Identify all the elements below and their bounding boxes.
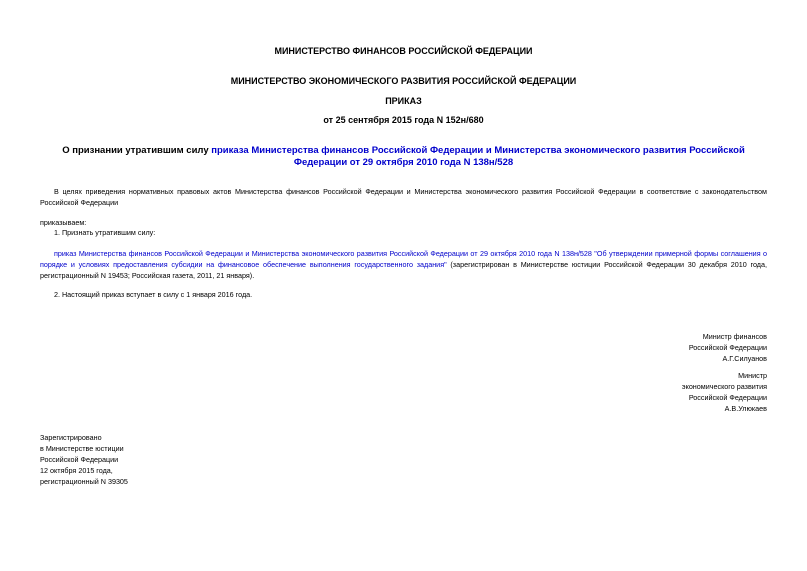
- registration-line: в Министерстве юстиции: [40, 444, 124, 453]
- signature-finance-line: Российской Федерации: [688, 343, 767, 352]
- signature-economy: [567, 370, 767, 414]
- signature-finance-line: Министр финансов: [702, 332, 767, 341]
- document-title: [40, 145, 767, 169]
- repealed-order-paragraph: [40, 248, 767, 281]
- signature-economy-name: А.В.Улюкаев: [724, 404, 767, 413]
- item-1: 1. Признать утратившим силу:: [54, 228, 156, 237]
- registration-line: Зарегистрировано: [40, 433, 102, 442]
- signature-economy-line: экономического развития: [681, 382, 767, 391]
- signature-economy-line: Российской Федерации: [688, 393, 767, 402]
- registration-block: [40, 432, 128, 487]
- registration-line: регистрационный N 39305: [40, 477, 128, 486]
- signature-finance-name: А.Г.Силуанов: [722, 354, 767, 363]
- ministry-economy-heading: МИНИСТЕРСТВО ЭКОНОМИЧЕСКОГО РАЗВИТИЯ РОССИЙСКОЙ ФЕДЕРАЦИИ: [230, 76, 577, 86]
- preamble-paragraph: В целях приведения нормативных правовых актов Министерства финансов Российской Федерации и Министерства экономического развития Российской Федерации в соответствие с законодательством Российской Федерации: [40, 187, 767, 207]
- signature-finance: [567, 331, 767, 364]
- repealed-order-link[interactable]: приказ Министерства финансов Российской Федерации и Министерства экономического развития Российской Федерации от 29 октября 2010 года N 138н/528 "Об утверждении примерной формы соглашения о порядке и условиях предоставления субсидии на финансовое обеспечение выполнения государственного задания": [40, 249, 767, 269]
- document-type-heading: ПРИКАЗ: [385, 96, 422, 106]
- order-word: приказываем:: [40, 218, 87, 227]
- title-link[interactable]: приказа Министерства финансов Российской Федерации и Министерства экономического развития Российской Федерации от 29 октября 2010 года N 138н/528: [211, 145, 745, 168]
- item-2: 2. Настоящий приказ вступает в силу с 1 января 2016 года.: [54, 290, 253, 299]
- registration-line: 12 октября 2015 года,: [40, 466, 113, 475]
- title-prefix: О признании утратившим силу: [62, 145, 212, 156]
- document-date-heading: от 25 сентября 2015 года N 152н/680: [323, 115, 484, 125]
- ministry-finance-heading: МИНИСТЕРСТВО ФИНАНСОВ РОССИЙСКОЙ ФЕДЕРАЦИИ: [274, 46, 533, 56]
- registration-line: Российской Федерации: [40, 455, 119, 464]
- signature-economy-line: Министр: [738, 371, 767, 380]
- repealed-order-tail: (зарегистрирован в Министерстве юстиции Российской Федерации 30 декабря 2010 года, регистрационный N 19453; Российская газета, 2011, 21 января).: [40, 260, 767, 280]
